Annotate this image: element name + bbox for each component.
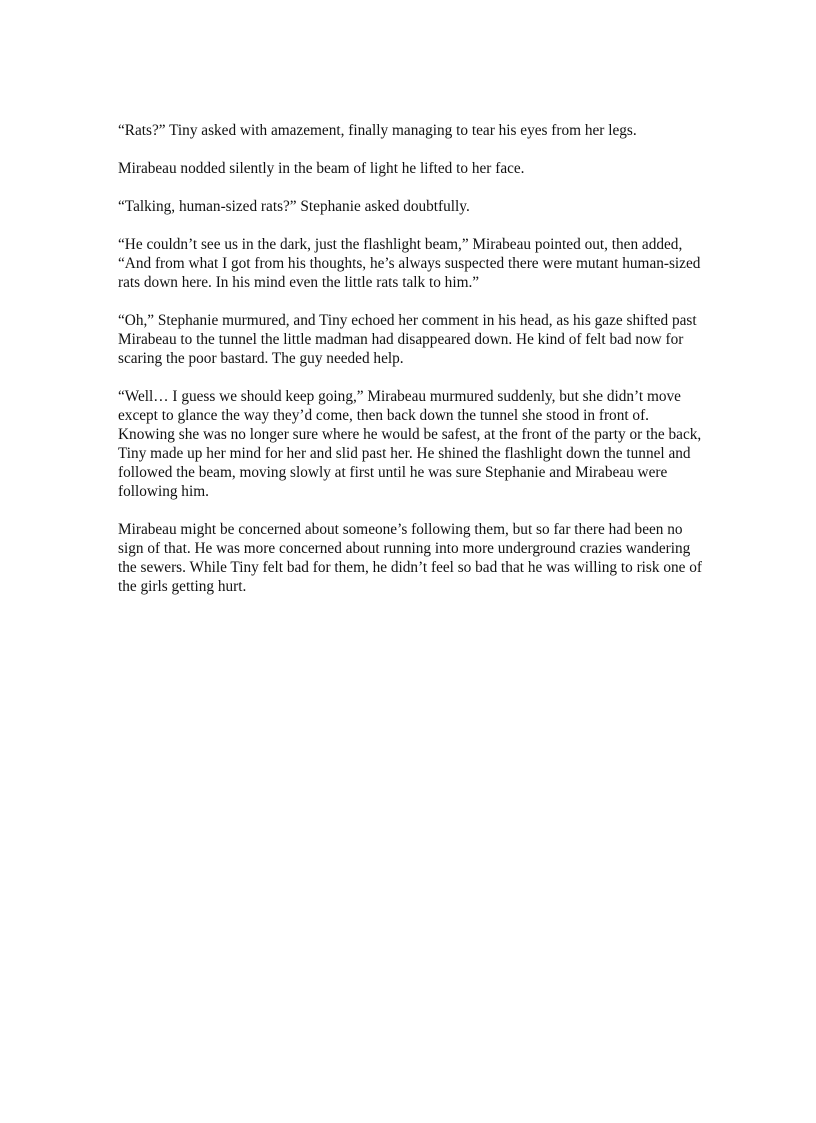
paragraph: Mirabeau nodded silently in the beam of light he lifted to her face. [118, 160, 525, 177]
document-body [118, 121, 703, 615]
paragraph: Mirabeau might be concerned about someone’s following them, but so far there had been no sign of that. He was more concerned about running into more underground crazies wandering the sewers. While Tiny felt bad for them, he didn’t feel so bad that he was willing to risk one of the girls getting hurt. [118, 521, 703, 595]
paragraph: “Oh,” Stephanie murmured, and Tiny echoed her comment in his head, as his gaze shifted past Mirabeau to the tunnel the little madman had disappeared down. He kind of felt bad now for scaring the poor bastard. The guy needed help. [118, 312, 697, 367]
paragraph: “He couldn’t see us in the dark, just the flashlight beam,” Mirabeau pointed out, then added, “And from what I got from his thoughts, he’s always suspected there were mutant human-sized rats down here. In his mind even the little rats talk to him.” [118, 236, 701, 291]
paragraph: “Talking, human-sized rats?” Stephanie asked doubtfully. [118, 198, 470, 215]
paragraph: “Rats?” Tiny asked with amazement, finally managing to tear his eyes from her legs. [118, 122, 637, 139]
paragraph: “Well… I guess we should keep going,” Mirabeau murmured suddenly, but she didn’t move except to glance the way they’d come, then back down the tunnel she stood in front of. Knowing she was no longer sure where he would be safest, at the front of the party or the back, Tiny made up her mind for her and slid past her. He shined the flashlight down the tunnel and followed the beam, moving slowly at first until he was sure Stephanie and Mirabeau were following him. [118, 388, 702, 500]
